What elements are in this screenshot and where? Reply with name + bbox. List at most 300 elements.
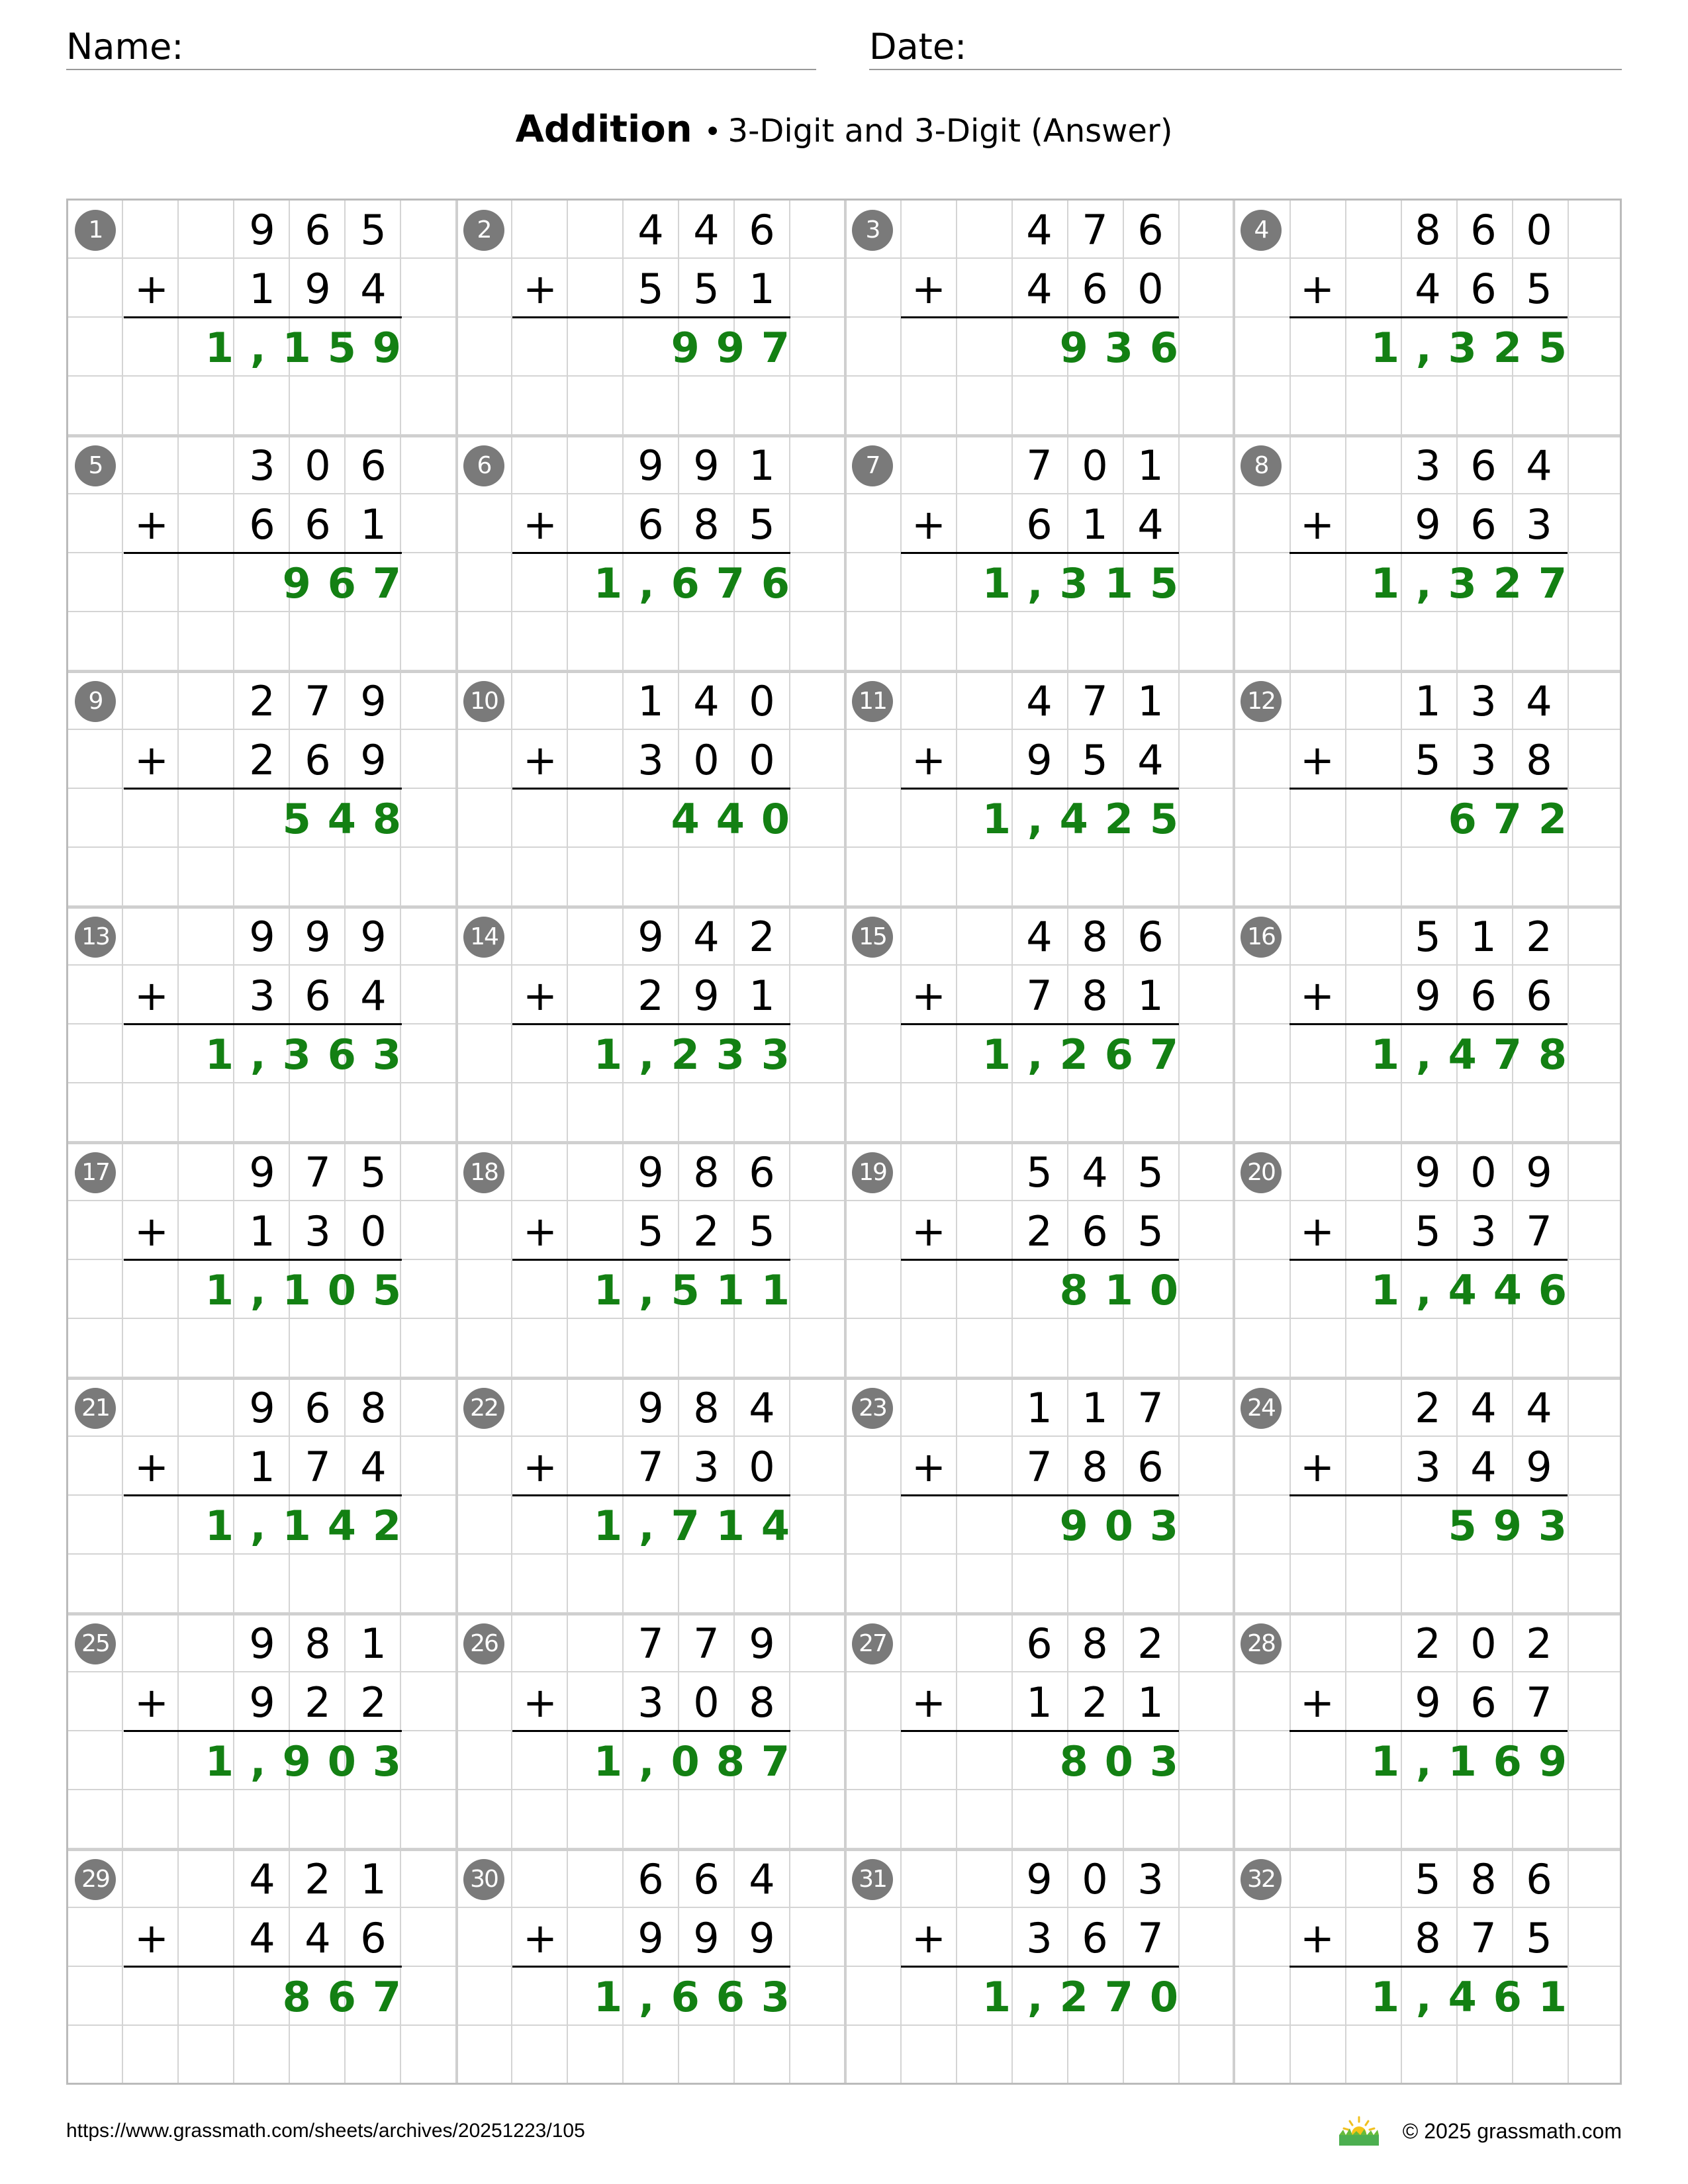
digit: 4 [637, 206, 664, 254]
date-field[interactable] [869, 25, 1622, 70]
answer: 1,267 [982, 1030, 1195, 1079]
digit: 3 [1137, 1855, 1164, 1903]
digit: 9 [1526, 1148, 1552, 1197]
problem [68, 907, 457, 1143]
digit: 4 [1137, 736, 1164, 784]
digit: 7 [1137, 1384, 1164, 1432]
digit: 8 [693, 1148, 720, 1197]
plus-sign: + [134, 972, 169, 1020]
problem [68, 672, 457, 907]
addend-top [623, 907, 790, 966]
digit: 1 [1415, 677, 1441, 725]
problem-number-badge: 29 [75, 1859, 116, 1900]
digit: 3 [1526, 500, 1552, 549]
answer: 997 [671, 324, 806, 372]
digit: 8 [1526, 736, 1552, 784]
digit: 1 [360, 500, 387, 549]
digit: 6 [305, 972, 331, 1020]
problem-number-badge: 31 [852, 1859, 893, 1900]
addend-top [234, 1379, 401, 1437]
problem-number-badge: 4 [1241, 210, 1282, 251]
problem-number-badge: 8 [1241, 445, 1282, 486]
digit: 5 [1026, 1148, 1053, 1197]
digit: 7 [1082, 206, 1108, 254]
digit: 2 [360, 1678, 387, 1727]
answer: 440 [671, 795, 806, 843]
digit: 6 [1082, 1207, 1108, 1255]
addend-top [1011, 1614, 1178, 1673]
digit: 2 [1137, 1619, 1164, 1668]
digit: 9 [1026, 1855, 1053, 1903]
problem [845, 436, 1234, 672]
problem-number-badge: 10 [463, 681, 504, 722]
digit: 8 [1082, 913, 1108, 961]
problem [1234, 1614, 1622, 1850]
digit: 3 [249, 972, 275, 1020]
title-subtitle: 3-Digit and 3-Digit (Answer) [727, 113, 1173, 150]
answer: 1,663 [593, 1973, 806, 2021]
digit: 4 [749, 1384, 775, 1432]
digit: 1 [249, 1443, 275, 1491]
addend-bottom [623, 259, 790, 318]
digit: 3 [1026, 1914, 1053, 1962]
digit: 2 [249, 736, 275, 784]
plus-sign: + [912, 265, 946, 313]
problem [845, 907, 1234, 1143]
plus-sign: + [134, 265, 169, 313]
plus-sign: + [523, 1914, 557, 1962]
digit: 5 [1415, 1207, 1441, 1255]
problem-number-badge: 16 [1241, 917, 1282, 958]
addend-bottom [1011, 1909, 1178, 1968]
digit: 2 [305, 1678, 331, 1727]
problem [1234, 672, 1622, 907]
digit: 0 [1137, 265, 1164, 313]
digit: 4 [1026, 206, 1053, 254]
problem [1234, 201, 1622, 436]
addend-bottom [623, 1202, 790, 1261]
digit: 4 [1526, 441, 1552, 490]
digit: 9 [249, 1619, 275, 1668]
digit: 6 [749, 1148, 775, 1197]
answer: 1,478 [1370, 1030, 1583, 1079]
answer: 1,461 [1370, 1973, 1583, 2021]
digit: 0 [1470, 1148, 1497, 1197]
digit: 0 [1082, 1855, 1108, 1903]
plus-sign: + [1300, 1207, 1335, 1255]
plus-sign: + [912, 736, 946, 784]
addend-top [623, 1850, 790, 1909]
problem-number-badge: 28 [1241, 1623, 1282, 1664]
digit: 1 [749, 972, 775, 1020]
digit: 4 [360, 1443, 387, 1491]
plus-sign: + [523, 736, 557, 784]
problem [845, 1850, 1234, 2085]
problem-number-badge: 6 [463, 445, 504, 486]
digit: 3 [305, 1207, 331, 1255]
addend-bottom [623, 1437, 790, 1496]
digit: 0 [305, 441, 331, 490]
problem-number-badge: 19 [852, 1152, 893, 1193]
worksheet-title [0, 106, 1688, 156]
answer: 1,087 [593, 1737, 806, 1786]
problem-number-badge: 5 [75, 445, 116, 486]
addend-bottom [1011, 259, 1178, 318]
addend-bottom [1011, 1437, 1178, 1496]
digit: 2 [1082, 1678, 1108, 1727]
digit: 7 [1526, 1207, 1552, 1255]
digit: 0 [1526, 206, 1552, 254]
digit: 4 [1470, 1384, 1497, 1432]
digit: 6 [1082, 1914, 1108, 1962]
digit: 5 [637, 1207, 664, 1255]
problem-number-badge: 7 [852, 445, 893, 486]
digit: 1 [749, 265, 775, 313]
footer-brand [1335, 2115, 1622, 2147]
digit: 3 [1415, 441, 1441, 490]
plus-sign: + [523, 972, 557, 1020]
addend-bottom [1400, 731, 1567, 790]
answer: 967 [282, 559, 418, 608]
problem-number-badge: 12 [1241, 681, 1282, 722]
plus-sign: + [134, 500, 169, 549]
problem [457, 201, 845, 436]
digit: 4 [1415, 265, 1441, 313]
digit: 6 [360, 441, 387, 490]
addend-top [1011, 436, 1178, 495]
addend-top [1400, 436, 1567, 495]
digit: 1 [249, 265, 275, 313]
digit: 9 [249, 206, 275, 254]
addend-top [623, 1379, 790, 1437]
addend-top [234, 1850, 401, 1909]
digit: 6 [249, 500, 275, 549]
digit: 2 [749, 913, 775, 961]
name-field[interactable] [66, 25, 816, 70]
digit: 9 [305, 265, 331, 313]
addend-bottom [623, 1909, 790, 1968]
addend-bottom [1400, 1437, 1567, 1496]
digit: 3 [1470, 677, 1497, 725]
problem [845, 1614, 1234, 1850]
problem [68, 1143, 457, 1379]
addend-top [234, 1143, 401, 1202]
digit: 6 [1137, 206, 1164, 254]
problem-number-badge: 17 [75, 1152, 116, 1193]
digit: 5 [749, 1207, 775, 1255]
digit: 7 [1026, 1443, 1053, 1491]
name-label: Name: [66, 26, 184, 68]
problem-number-badge: 1 [75, 210, 116, 251]
problem [1234, 1850, 1622, 2085]
digit: 3 [1415, 1443, 1441, 1491]
digit: 7 [1137, 1914, 1164, 1962]
digit: 0 [749, 1443, 775, 1491]
digit: 2 [305, 1855, 331, 1903]
digit: 6 [1137, 913, 1164, 961]
digit: 9 [637, 1148, 664, 1197]
addend-bottom [234, 259, 401, 318]
answer: 1,233 [593, 1030, 806, 1079]
digit: 2 [1526, 1619, 1552, 1668]
digit: 1 [749, 441, 775, 490]
plus-sign: + [912, 500, 946, 549]
answer: 867 [282, 1973, 418, 2021]
digit: 9 [249, 1384, 275, 1432]
digit: 9 [693, 441, 720, 490]
problem [457, 907, 845, 1143]
digit: 1 [1137, 677, 1164, 725]
digit: 9 [249, 913, 275, 961]
digit: 2 [1415, 1384, 1441, 1432]
digit: 3 [637, 736, 664, 784]
digit: 5 [637, 265, 664, 313]
digit: 3 [637, 1678, 664, 1727]
addend-top [234, 436, 401, 495]
digit: 9 [1415, 1678, 1441, 1727]
plus-sign: + [912, 1678, 946, 1727]
answer: 548 [282, 795, 418, 843]
plus-sign: + [523, 500, 557, 549]
digit: 9 [249, 1678, 275, 1727]
digit: 8 [693, 1384, 720, 1432]
answer: 903 [1059, 1502, 1195, 1550]
problem [1234, 436, 1622, 672]
digit: 7 [305, 1148, 331, 1197]
plus-sign: + [1300, 1678, 1335, 1727]
digit: 0 [1470, 1619, 1497, 1668]
problem-number-badge: 22 [463, 1388, 504, 1429]
digit: 4 [1026, 677, 1053, 725]
addend-top [1400, 1379, 1567, 1437]
problem-number-badge: 24 [1241, 1388, 1282, 1429]
digit: 8 [693, 500, 720, 549]
digit: 6 [749, 206, 775, 254]
digit: 6 [637, 1855, 664, 1903]
addend-bottom [1400, 259, 1567, 318]
digit: 5 [1082, 736, 1108, 784]
problem-number-badge: 21 [75, 1388, 116, 1429]
addend-top [623, 1143, 790, 1202]
digit: 6 [305, 1384, 331, 1432]
digit: 6 [693, 1855, 720, 1903]
addend-top [1011, 201, 1178, 259]
addend-bottom [1400, 1909, 1567, 1968]
digit: 6 [637, 500, 664, 549]
problem-number-badge: 30 [463, 1859, 504, 1900]
addend-top [234, 201, 401, 259]
digit: 9 [637, 1384, 664, 1432]
problem [68, 436, 457, 672]
digit: 5 [1415, 1855, 1441, 1903]
digit: 9 [693, 972, 720, 1020]
digit: 6 [1082, 265, 1108, 313]
digit: 5 [1415, 736, 1441, 784]
digit: 6 [360, 1914, 387, 1962]
addend-bottom [234, 731, 401, 790]
digit: 4 [1470, 1443, 1497, 1491]
answer: 1,327 [1370, 559, 1583, 608]
answer: 1,714 [593, 1502, 806, 1550]
addend-bottom [623, 731, 790, 790]
digit: 8 [1082, 1443, 1108, 1491]
answer: 803 [1059, 1737, 1195, 1786]
digit: 8 [305, 1619, 331, 1668]
digit: 4 [1526, 677, 1552, 725]
answer: 1,325 [1370, 324, 1583, 372]
problem-number-badge: 26 [463, 1623, 504, 1664]
digit: 6 [1470, 441, 1497, 490]
problem-grid [66, 199, 1622, 2085]
digit: 8 [749, 1678, 775, 1727]
addend-bottom [1011, 731, 1178, 790]
digit: 5 [693, 265, 720, 313]
digit: 9 [360, 913, 387, 961]
plus-sign: + [523, 265, 557, 313]
addend-top [1011, 672, 1178, 731]
answer: 1,903 [205, 1737, 418, 1786]
digit: 4 [1082, 1148, 1108, 1197]
digit: 1 [360, 1619, 387, 1668]
addend-top [623, 1614, 790, 1673]
problem-number-badge: 32 [1241, 1859, 1282, 1900]
digit: 3 [1470, 736, 1497, 784]
addend-bottom [623, 966, 790, 1025]
digit: 7 [637, 1619, 664, 1668]
digit: 7 [1470, 1914, 1497, 1962]
problem [457, 1614, 845, 1850]
digit: 7 [693, 1619, 720, 1668]
addend-top [1011, 1379, 1178, 1437]
digit: 4 [1026, 913, 1053, 961]
answer: 1,315 [982, 559, 1195, 608]
answer: 1,169 [1370, 1737, 1583, 1786]
digit: 3 [693, 1443, 720, 1491]
digit: 1 [1026, 1384, 1053, 1432]
digit: 0 [1082, 441, 1108, 490]
digit: 6 [305, 500, 331, 549]
digit: 6 [1526, 1855, 1552, 1903]
addend-top [234, 1614, 401, 1673]
addend-bottom [623, 1673, 790, 1732]
answer: 593 [1448, 1502, 1583, 1550]
digit: 4 [360, 265, 387, 313]
problem [457, 1850, 845, 2085]
digit: 4 [693, 677, 720, 725]
digit: 2 [693, 1207, 720, 1255]
addend-top [1011, 1143, 1178, 1202]
addend-bottom [234, 1909, 401, 1968]
digit: 9 [749, 1619, 775, 1668]
digit: 4 [749, 1855, 775, 1903]
answer: 1,676 [593, 559, 806, 608]
digit: 5 [360, 1148, 387, 1197]
problem-number-badge: 20 [1241, 1152, 1282, 1193]
digit: 6 [1470, 265, 1497, 313]
problem [845, 1379, 1234, 1614]
problem-number-badge: 25 [75, 1623, 116, 1664]
digit: 2 [249, 677, 275, 725]
addend-bottom [1400, 495, 1567, 554]
answer: 1,363 [205, 1030, 418, 1079]
digit: 4 [360, 972, 387, 1020]
footer-url[interactable]: https://www.grassmath.com/sheets/archives/20251223/105 [66, 2120, 585, 2142]
digit: 9 [360, 736, 387, 784]
digit: 2 [1026, 1207, 1053, 1255]
answer: 672 [1448, 795, 1583, 843]
addend-top [1400, 907, 1567, 966]
problem [68, 1850, 457, 2085]
plus-sign: + [1300, 972, 1335, 1020]
answer: 1,446 [1370, 1266, 1583, 1314]
digit: 8 [1082, 1619, 1108, 1668]
plus-sign: + [912, 1207, 946, 1255]
addend-top [1400, 1850, 1567, 1909]
copyright-text: © 2025 grassmath.com [1402, 2119, 1622, 2143]
digit: 1 [1137, 441, 1164, 490]
digit: 0 [693, 1678, 720, 1727]
plus-sign: + [1300, 736, 1335, 784]
plus-sign: + [134, 1914, 169, 1962]
digit: 8 [360, 1384, 387, 1432]
plus-sign: + [134, 1678, 169, 1727]
digit: 3 [1470, 1207, 1497, 1255]
plus-sign: + [912, 972, 946, 1020]
digit: 9 [1415, 1148, 1441, 1197]
addend-top [1400, 1614, 1567, 1673]
plus-sign: + [1300, 265, 1335, 313]
addend-bottom [1011, 966, 1178, 1025]
plus-sign: + [134, 1443, 169, 1491]
digit: 1 [1137, 972, 1164, 1020]
problem [1234, 1143, 1622, 1379]
digit: 5 [1137, 1207, 1164, 1255]
answer: 936 [1059, 324, 1195, 372]
digit: 0 [360, 1207, 387, 1255]
digit: 1 [1082, 1384, 1108, 1432]
plus-sign: + [912, 1443, 946, 1491]
digit: 4 [1026, 265, 1053, 313]
digit: 9 [693, 1914, 720, 1962]
problem [457, 1379, 845, 1614]
addend-top [1011, 907, 1178, 966]
digit: 1 [249, 1207, 275, 1255]
answer: 1,270 [982, 1973, 1195, 2021]
problem-number-badge: 18 [463, 1152, 504, 1193]
date-label: Date: [869, 26, 967, 68]
addend-top [1011, 1850, 1178, 1909]
problem [68, 1379, 457, 1614]
problem [68, 1614, 457, 1850]
answer: 810 [1059, 1266, 1195, 1314]
digit: 7 [1526, 1678, 1552, 1727]
digit: 4 [1526, 1384, 1552, 1432]
plus-sign: + [1300, 1443, 1335, 1491]
digit: 5 [1526, 265, 1552, 313]
addend-top [623, 436, 790, 495]
digit: 9 [305, 913, 331, 961]
problem-number-badge: 14 [463, 917, 504, 958]
addend-top [234, 672, 401, 731]
digit: 5 [360, 206, 387, 254]
addend-top [623, 201, 790, 259]
addend-bottom [1011, 1673, 1178, 1732]
digit: 9 [1526, 1443, 1552, 1491]
digit: 5 [1526, 1914, 1552, 1962]
problem [457, 1143, 845, 1379]
addend-bottom [234, 1437, 401, 1496]
digit: 4 [249, 1855, 275, 1903]
